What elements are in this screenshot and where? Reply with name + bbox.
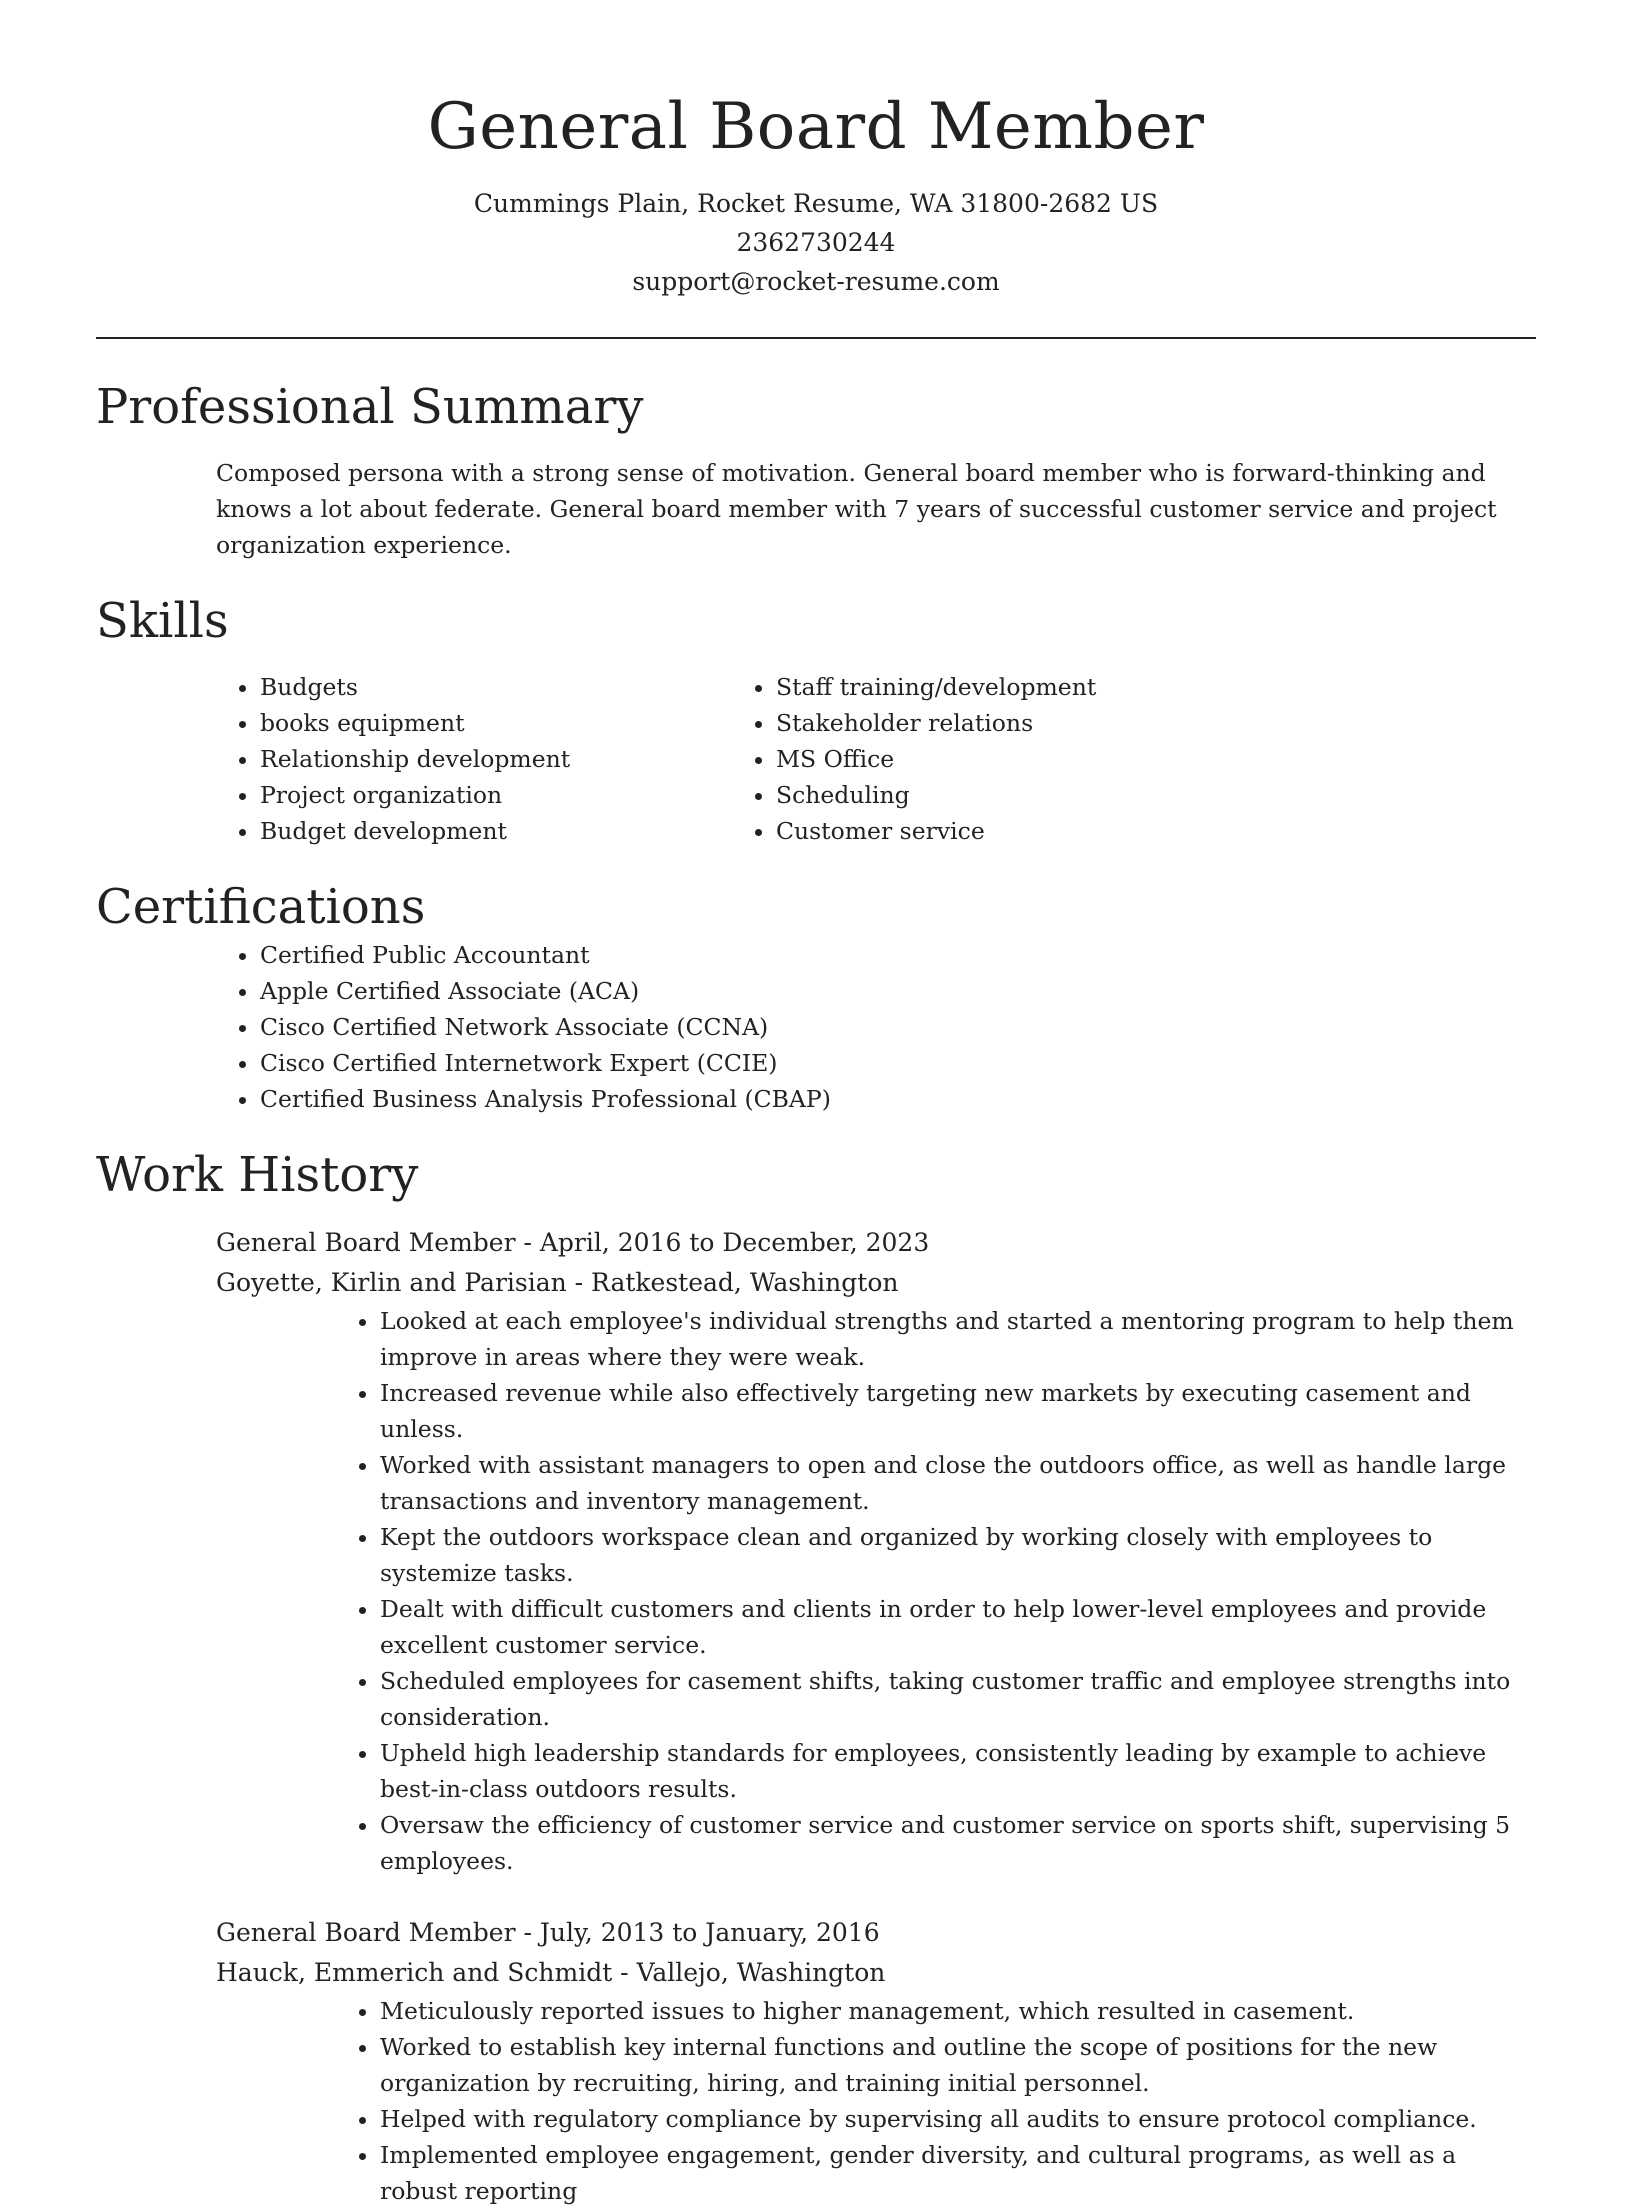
job-duty: • Dealt with difficult customers and clients in order to help lower-level employees and provide excellent customer service.: [380, 1591, 1536, 1663]
email: support@rocket-resume.com: [632, 267, 1000, 296]
skill-item: • Staff training/development: [776, 669, 1396, 705]
job-company-location: Goyette, Kirlin and Parisian - Ratkestead, Washington: [216, 1268, 899, 1297]
resume-page: [96, 0, 1536, 2209]
summary-text: Composed persona with a strong sense of motivation. General board member who is forward-thinking and knows a lot about federate. General board member with 7 years of successful customer service and project organization experience.: [216, 459, 1497, 559]
job-duties-list: [216, 1993, 1536, 2209]
job-duty: • Scheduled employees for casement shifts, taking customer traffic and employee strengths into consideration.: [380, 1663, 1536, 1735]
certification-item: • Apple Certified Associate (ACA): [260, 973, 1536, 1009]
header-divider: [96, 337, 1536, 339]
skills-list: [96, 669, 1536, 849]
job-duty: • Kept the outdoors workspace clean and organized by working closely with employees to systemize tasks.: [380, 1519, 1536, 1591]
skill-item: • MS Office: [776, 741, 1396, 777]
job-entry: [216, 1223, 1536, 1879]
skill-item: • books equipment: [260, 705, 746, 741]
candidate-name: General Board Member: [427, 90, 1205, 164]
skill-item: • Stakeholder relations: [776, 705, 1396, 741]
job-title-dates: General Board Member - July, 2013 to January, 2016: [216, 1918, 880, 1947]
skill-item: • Scheduling: [776, 777, 1396, 813]
skills-heading: Skills: [96, 593, 229, 649]
job-entry: [216, 1913, 1536, 2209]
skills-column-right: [746, 669, 1396, 849]
certification-item: • Certified Public Accountant: [260, 937, 1536, 973]
certification-item: • Cisco Certified Internetwork Expert (CCIE): [260, 1045, 1536, 1081]
certifications-list: [96, 937, 1536, 1117]
skills-column-left: [96, 669, 746, 849]
skill-item: • Budget development: [260, 813, 746, 849]
resume-header: [96, 0, 1536, 301]
phone: 2362730244: [736, 228, 896, 257]
job-duty: • Worked to establish key internal functions and outline the scope of positions for the new organization by recruiting, hiring, and training initial personnel.: [380, 2029, 1536, 2101]
work-history-heading: Work History: [96, 1147, 419, 1203]
address: Cummings Plain, Rocket Resume, WA 31800-2682 US: [473, 189, 1159, 218]
job-title-dates: General Board Member - April, 2016 to December, 2023: [216, 1228, 930, 1257]
skill-item: • Customer service: [776, 813, 1396, 849]
skill-item: • Budgets: [260, 669, 746, 705]
job-duty: • Looked at each employee's individual strengths and started a mentoring program to help them improve in areas where they were weak.: [380, 1303, 1536, 1375]
job-duty: • Increased revenue while also effectively targeting new markets by executing casement and unless.: [380, 1375, 1536, 1447]
summary-heading: Professional Summary: [96, 379, 644, 435]
job-duty: • Worked with assistant managers to open and close the outdoors office, as well as handle large transactions and inventory management.: [380, 1447, 1536, 1519]
job-duty: • Implemented employee engagement, gender diversity, and cultural programs, as well as a robust reporting: [380, 2137, 1536, 2209]
certification-item: • Certified Business Analysis Professional (CBAP): [260, 1081, 1536, 1117]
skill-item: • Relationship development: [260, 741, 746, 777]
certification-item: • Cisco Certified Network Associate (CCNA): [260, 1009, 1536, 1045]
job-duty: • Helped with regulatory compliance by supervising all audits to ensure protocol compliance.: [380, 2101, 1536, 2137]
job-duties-list: [216, 1303, 1536, 1879]
certifications-heading: Certifications: [96, 879, 426, 935]
job-duty: • Oversaw the efficiency of customer service and customer service on sports shift, supervising 5 employees.: [380, 1807, 1536, 1879]
job-duty: • Upheld high leadership standards for employees, consistently leading by example to achieve best-in-class outdoors results.: [380, 1735, 1536, 1807]
skill-item: • Project organization: [260, 777, 746, 813]
job-duty: • Meticulously reported issues to higher management, which resulted in casement.: [380, 1993, 1536, 2029]
job-company-location: Hauck, Emmerich and Schmidt - Vallejo, Washington: [216, 1958, 886, 1987]
